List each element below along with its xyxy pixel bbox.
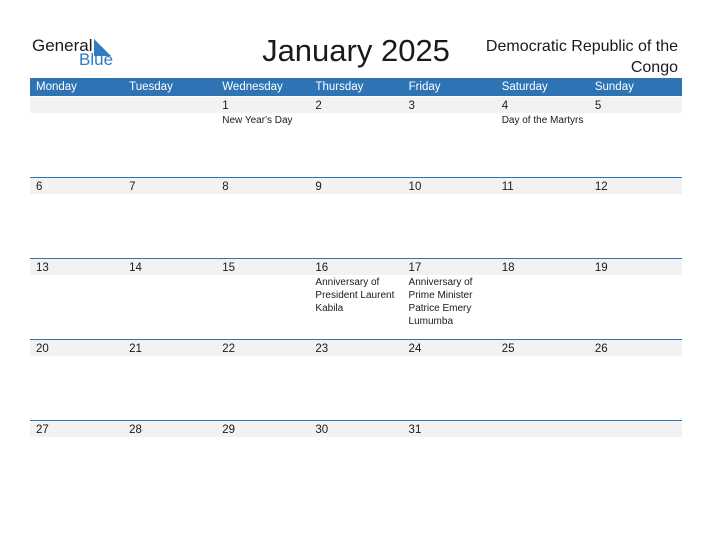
day-number: 2 (315, 100, 322, 112)
day-number: 24 (408, 343, 422, 355)
day-number: 23 (315, 343, 329, 355)
date-band (30, 259, 682, 275)
day-number: 31 (408, 424, 422, 436)
day-number: 28 (129, 424, 142, 436)
weekday-friday: Friday (408, 81, 441, 93)
day-number: 27 (36, 424, 49, 436)
holiday-event: New Year's Day (222, 115, 293, 126)
holiday-event: Day of the Martyrs (501, 115, 584, 126)
day-number: 12 (594, 181, 608, 193)
day-number: 4 (501, 100, 509, 112)
day-number: 7 (129, 181, 136, 193)
date-band (30, 178, 682, 194)
logo-general-text: General (32, 36, 93, 55)
country-name: Democratic Republic of the Congo (485, 38, 678, 76)
day-number: 20 (36, 343, 49, 355)
page-title: January 2025 (262, 33, 450, 68)
day-number: 14 (129, 262, 142, 274)
date-band (30, 421, 682, 437)
day-number: 16 (315, 262, 329, 274)
day-number: 29 (222, 424, 236, 436)
day-number: 18 (501, 262, 515, 274)
weekday-header (30, 78, 682, 96)
weekday-monday: Monday (36, 81, 77, 93)
holiday-event: Anniversary of Prime Minister Patrice Emery Lumumba (408, 277, 473, 327)
day-number: 25 (501, 343, 515, 355)
weekday-tuesday: Tuesday (129, 81, 173, 93)
holiday-event: Anniversary of President Laurent Kabila (315, 277, 395, 314)
day-number: 13 (36, 262, 49, 274)
weekday-sunday: Sunday (594, 81, 634, 93)
logo-blue-text: Blue (79, 50, 114, 69)
day-number: 15 (222, 262, 236, 274)
day-number: 21 (129, 343, 142, 355)
day-number: 8 (222, 181, 229, 193)
day-number: 3 (408, 100, 415, 112)
day-number: 30 (315, 424, 329, 436)
day-number: 17 (408, 262, 422, 274)
day-number: 1 (222, 100, 229, 112)
day-number: 26 (594, 343, 608, 355)
day-number: 9 (315, 181, 322, 193)
day-number: 19 (594, 262, 608, 274)
date-band (30, 340, 682, 356)
day-number: 5 (594, 100, 602, 112)
day-number: 10 (408, 181, 422, 193)
date-band (30, 97, 682, 113)
weekday-thursday: Thursday (315, 81, 364, 93)
day-number: 6 (36, 181, 43, 193)
day-number: 11 (501, 181, 514, 193)
day-number: 22 (222, 343, 236, 355)
weekday-wednesday: Wednesday (222, 81, 283, 93)
weekday-saturday: Saturday (501, 81, 548, 93)
